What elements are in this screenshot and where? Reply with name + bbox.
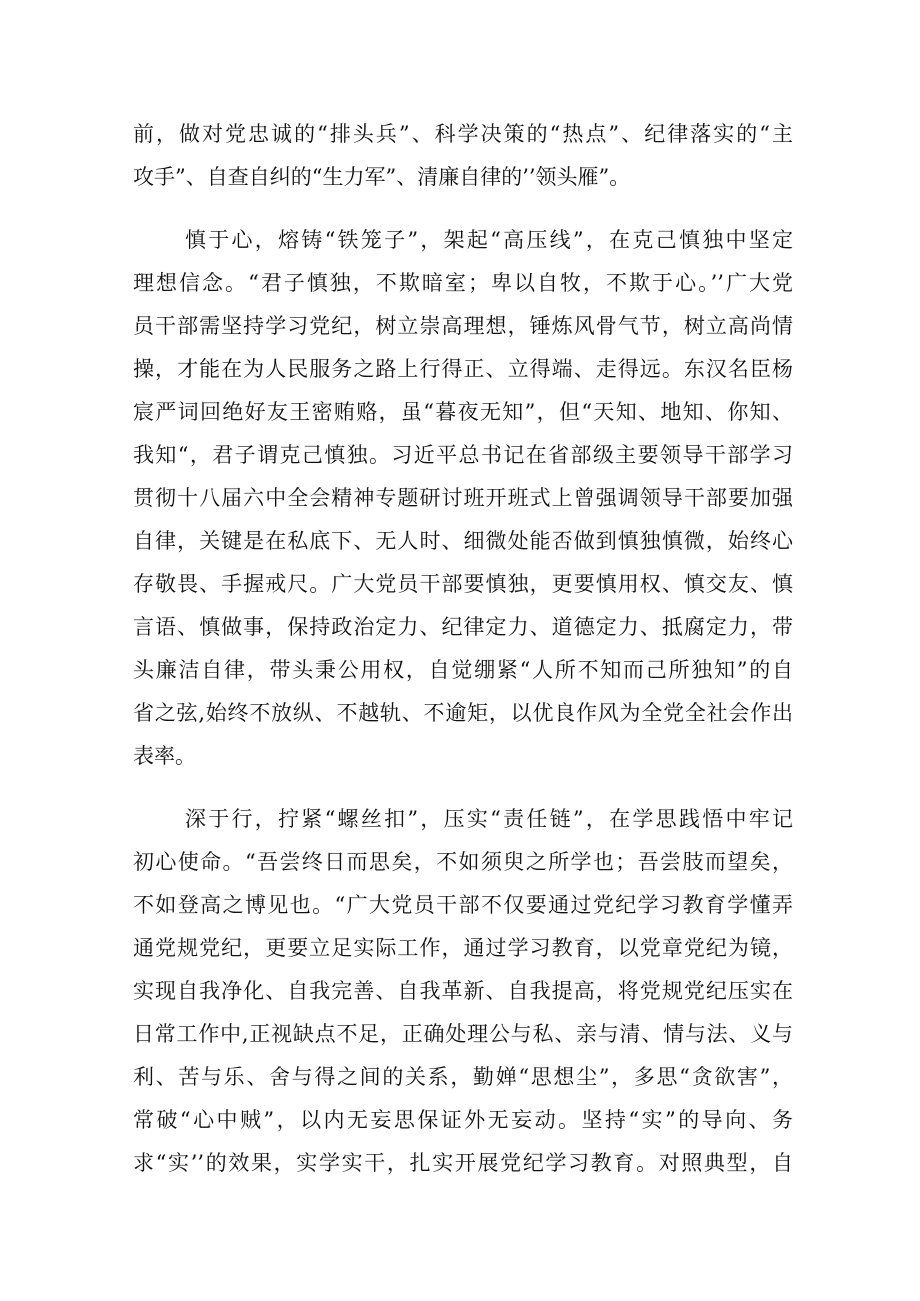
text-line: 员干部需坚持学习党纪，树立崇高理想，锤炼风骨气节，树立高尚情: [133, 314, 793, 338]
paragraph-2: [133, 219, 793, 778]
text-line: 初心使命。“吾尝终日而思矣，不如须臾之所学也；吾尝肢而望矣，: [133, 850, 793, 874]
text-line: 日常工作中,正视缺点不足，正确处理公与私、亲与清、情与法、义与: [133, 1022, 793, 1046]
paragraph-3: [133, 798, 793, 1185]
text-line: 求“实’’的效果，实学实干，扎实开展党纪学习教育。对照典型，自: [133, 1151, 793, 1175]
text-line: 操，才能在为人民服务之路上行得正、立得端、走得远。东汉名臣杨: [133, 357, 793, 381]
document-body: [133, 113, 793, 1185]
text-line: 通党规党纪，更要立足实际工作，通过学习教育，以党章党纪为镜，: [133, 936, 793, 960]
text-line: 表率。: [133, 744, 196, 768]
paragraph-1: [133, 113, 793, 199]
text-line: 利、苦与乐、舍与得之间的关系，勤婵“思想尘”，多思“贪欲害”，: [133, 1065, 793, 1089]
text-line: 常破“心中贼”，以内无妄思保证外无妄动。坚持“实”的导向、务: [133, 1108, 793, 1132]
text-line: 我知“，君子谓克己慎独。习近平总书记在省部级主要领导干部学习: [133, 443, 793, 467]
text-line: 实现自我净化、自我完善、自我革新、自我提高，将党规党纪压实在: [133, 979, 793, 1003]
text-line: 自律，关键是在私底下、无人时、细微处能否做到慎独慎微，始终心: [133, 529, 793, 553]
text-line: 不如登高之博见也。“广大党员干部不仅要通过党纪学习教育学懂弄: [133, 893, 793, 917]
text-line: 宸严词回绝好友王密贿赂，虽“暮夜无知”，但“天知、地知、你知、: [133, 400, 793, 424]
text-line: 贯彻十八届六中全会精神专题研讨班开班式上曾强调领导干部要加强: [133, 486, 793, 510]
text-line: 言语、慎做事，保持政治定力、纪律定力、道德定力、抵腐定力，带: [133, 615, 793, 639]
text-line: 攻手”、自查自纠的“生力军”、清廉自律的’’领头雁”。: [133, 165, 631, 189]
text-line: 存敬畏、手握戒尺。广大党员干部要慎独，更要慎用权、慎交友、慎: [133, 572, 793, 596]
text-line: 省之弦,始终不放纵、不越轨、不逾矩，以优良作风为全党全社会作出: [133, 701, 793, 725]
text-line: 理想信念。“君子慎独，不欺暗室；卑以自牧，不欺于心。’’广大党: [133, 271, 793, 295]
text-line: 深于行，拧紧“螺丝扣”，压实“责任链”，在学思践悟中牢记: [185, 807, 793, 831]
text-line: 前，做对党忠诚的“排头兵”、科学决策的“热点”、纪律落实的“主: [133, 122, 793, 146]
text-line: 头廉洁自律，带头秉公用权，自觉绷紧“人所不知而己所独知”的自: [133, 658, 793, 682]
text-line: 慎于心，熔铸“铁笼子”，架起“高压线”，在克己慎独中坚定: [185, 228, 793, 252]
